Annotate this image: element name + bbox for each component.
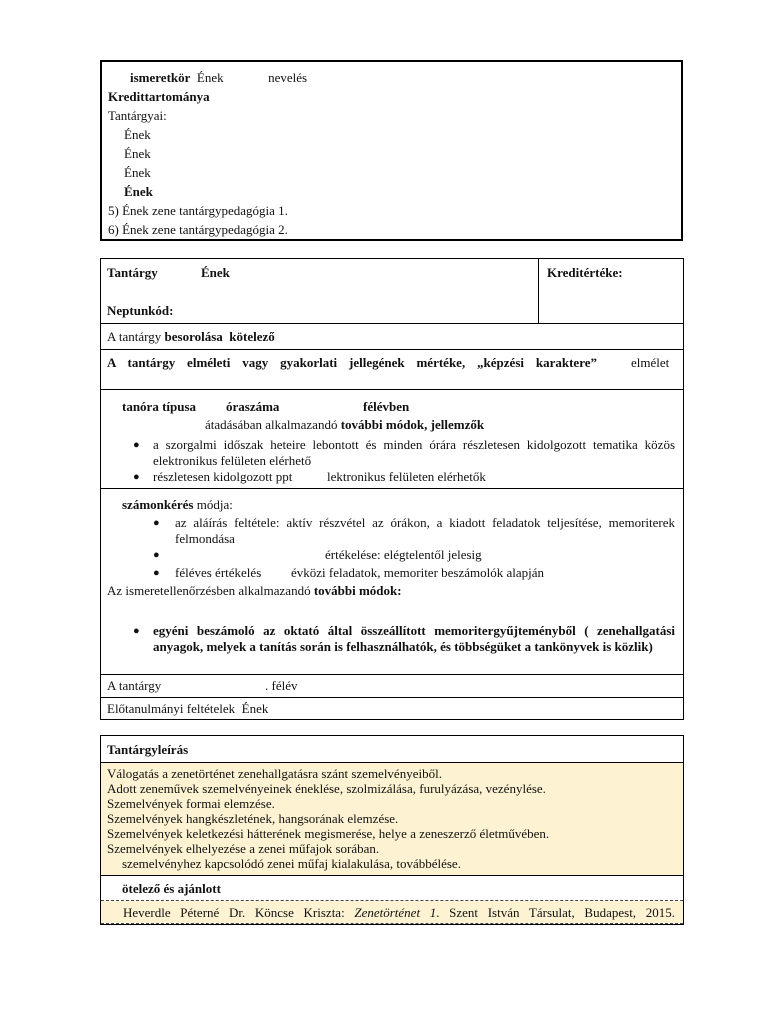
lesson-type-label: tanóra típusa xyxy=(122,399,197,414)
subject-label: Tantárgy xyxy=(107,265,158,280)
description-body xyxy=(101,763,683,875)
assessment-heading: számonkérés módja: xyxy=(122,497,233,512)
lesson-hours-label: óraszáma xyxy=(226,399,280,414)
course-character-label: A tantárgy elméleti vagy gyakorlati jellegének mértéke, „képzési karaktere” xyxy=(107,355,597,370)
bullet-icon: ● xyxy=(133,439,140,451)
neptun-code-label: Neptunkód: xyxy=(107,303,174,318)
assessment-item: évközi feladatok, memoriter beszámolók alapján xyxy=(291,565,545,580)
description-line: szemelvényhez kapcsolódó zenei műfaj kialakulása, továbbélése. xyxy=(122,856,461,871)
semester-value: . félév xyxy=(265,678,298,693)
assessment-item: féléves értékelés xyxy=(175,565,262,580)
knowledge-area-row: ismeretkör Ének nevelés xyxy=(130,70,308,85)
lesson-semester-label: félévben xyxy=(363,399,410,414)
literature-title: ötelező és ajánlott xyxy=(122,881,221,896)
classification-row: A tantárgy besorolása kötelező xyxy=(107,329,275,344)
subject-item: Ének xyxy=(124,184,153,199)
reference-row xyxy=(101,901,683,923)
bullet-icon: ● xyxy=(153,517,160,529)
bullet-icon: ● xyxy=(133,625,140,637)
bullet-icon: ● xyxy=(153,549,160,561)
credit-range-label: Kredittartománya xyxy=(108,89,210,104)
row-divider xyxy=(101,674,683,675)
description-line: Szemelvények hangkészletének, hangsorának elemzése. xyxy=(107,811,399,826)
subjects-label: Tantárgyai: xyxy=(108,108,167,123)
extra-methods-heading: Az ismeretellenőrzésben alkalmazandó további módok: xyxy=(107,583,402,598)
column-divider xyxy=(538,259,539,323)
bullet-icon: ● xyxy=(133,471,140,483)
extra-method-item: egyéni beszámoló az oktató által összeállított memoritergyűjteményből ( zenehallgatási anyagok, melyek a tanítás során is felhasználhatók, és többségüket a tankönyvek is közlik) xyxy=(153,623,675,654)
row-divider xyxy=(101,349,683,350)
subject-item: 6) Ének zene tantárgypedagógia 2. xyxy=(108,222,288,237)
course-description-box xyxy=(100,735,684,925)
subject-item: 5) Ének zene tantárgypedagógia 1. xyxy=(108,203,288,218)
assessment-item: értékelése: elégtelentől jelesig xyxy=(325,547,482,562)
subject-item: Ének xyxy=(124,127,151,142)
course-character-value: elmélet xyxy=(631,355,670,370)
description-title: Tantárgyleírás xyxy=(107,742,189,757)
row-divider xyxy=(101,323,683,324)
subject-name: Ének xyxy=(201,265,230,280)
description-line: Szemelvények keletkezési hátterének megismerése, helye a zeneszerző életművében. xyxy=(107,826,550,841)
reference-entry: Heverdle Péterné Dr. Köncse Kriszta: Zenetörténet 1. Szent István Társulat, Budapest, 2015. xyxy=(123,905,675,920)
subject-item: Ének xyxy=(124,146,151,161)
description-line: Válogatás a zenetörténet zenehallgatásra szánt szemelvényeiből. xyxy=(107,766,442,781)
semester-label: A tantárgy xyxy=(107,678,162,693)
row-divider xyxy=(101,488,683,489)
assessment-item: az aláírás feltétele: aktív részvétel az órákon, a kiadott feladatok teljesítése, memoriterek felmondása xyxy=(175,515,675,546)
prerequisites: Előtanulmányi feltételek Ének xyxy=(107,701,269,716)
dashed-divider xyxy=(101,923,683,924)
lesson-methods-heading: átadásában alkalmazandó további módok, jellemzők xyxy=(205,417,485,432)
knowledge-area-box xyxy=(100,60,683,241)
subject-item: Ének xyxy=(124,165,151,180)
course-table xyxy=(100,258,684,720)
description-line: Szemelvények formai elemzése. xyxy=(107,796,275,811)
bullet-icon: ● xyxy=(153,567,160,579)
lesson-method-item: részletesen kidolgozott ppt xyxy=(153,469,293,484)
description-line: Szemelvények elhelyezése a zenei műfajok sorában. xyxy=(107,841,380,856)
description-line: Adott zeneművek szemelvényeinek éneklése, szolmizálása, furulyázása, vezénylése. xyxy=(107,781,546,796)
lesson-method-item: lektronikus felületen elérhetők xyxy=(327,469,486,484)
lesson-method-item: a szorgalmi időszak heteire lebontott és minden órára részletesen kidolgozott tematika közös elektronikus felületen elérhető xyxy=(153,437,675,468)
row-divider xyxy=(101,875,683,876)
row-divider xyxy=(101,389,683,390)
credit-value-label: Kreditértéke: xyxy=(547,265,623,280)
row-divider xyxy=(101,697,683,698)
